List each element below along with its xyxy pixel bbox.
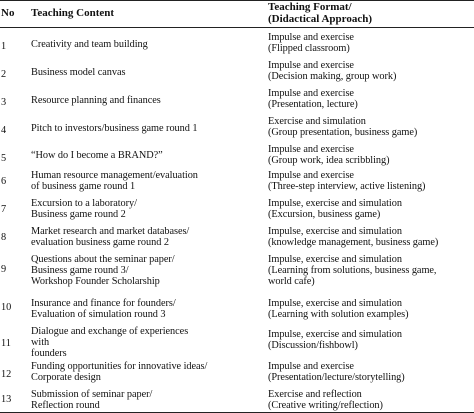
teaching-format-line: Impulse and exercise	[268, 88, 354, 99]
teaching-content-line: evaluation business game round 2	[31, 237, 169, 248]
teaching-content-line: Corporate design	[31, 372, 101, 383]
teaching-content-line: with	[31, 337, 50, 348]
teaching-format-line: world cafe)	[268, 276, 315, 287]
teaching-format-line: (Excursion, business game)	[268, 209, 381, 220]
teaching-format-line: Impulse, exercise and simulation	[268, 198, 402, 209]
teaching-content-line: Creativity and team building	[31, 39, 148, 50]
row-number: 11	[1, 338, 11, 349]
teaching-content-line: Reflection round	[31, 400, 100, 411]
header-teaching-format-line2: (Didactical Approach)	[268, 13, 372, 25]
header-teaching-content: Teaching Content	[31, 7, 115, 19]
teaching-content-line: Pitch to investors/business game round 1	[31, 123, 198, 134]
teaching-content-line: Market research and market databases/	[31, 226, 190, 237]
teaching-content-line: Funding opportunities for innovative ideas/	[31, 361, 208, 372]
row-number: 13	[1, 394, 12, 405]
teaching-content-line: Business model canvas	[31, 67, 126, 78]
teaching-format-line: (Presentation/lecture/storytelling)	[268, 372, 405, 383]
teaching-format-line: (Learning with solution examples)	[268, 309, 409, 320]
teaching-format-line: Exercise and reflection	[268, 389, 362, 400]
teaching-content-line: Submission of seminar paper/	[31, 389, 153, 400]
teaching-content-line: Resource planning and finances	[31, 95, 161, 106]
teaching-format-line: Impulse, exercise and simulation	[268, 329, 402, 340]
teaching-format-line: Impulse and exercise	[268, 60, 354, 71]
teaching-content-line: founders	[31, 348, 67, 359]
teaching-content-line: Workshop Founder Scholarship	[31, 276, 160, 287]
teaching-format-line: (knowledge management, business game)	[268, 237, 439, 248]
row-number: 1	[1, 41, 7, 52]
teaching-format-line: Impulse and exercise	[268, 361, 354, 372]
teaching-format-line: (Decision making, group work)	[268, 71, 397, 82]
teaching-content-line: Insurance and finance for founders/	[31, 298, 176, 309]
teaching-format-line: Impulse, exercise and simulation	[268, 254, 402, 265]
teaching-content-line: Human resource management/evaluation	[31, 170, 198, 181]
header-rule	[0, 27, 474, 28]
row-number: 10	[1, 302, 12, 313]
row-number: 6	[1, 176, 7, 187]
teaching-format-line: Impulse and exercise	[268, 170, 354, 181]
teaching-format-line: (Learning from solutions, business game,	[268, 265, 437, 276]
teaching-format-line: (Group presentation, business game)	[268, 127, 418, 138]
row-number: 7	[1, 204, 7, 215]
top-rule	[0, 0, 474, 1]
teaching-format-line: (Discussion/fishbowl)	[268, 340, 358, 351]
teaching-format-line: Exercise and simulation	[268, 116, 366, 127]
teaching-content-line: Business game round 3/	[31, 265, 129, 276]
row-number: 8	[1, 232, 7, 243]
teaching-content-line: Evaluation of simulation round 3	[31, 309, 166, 320]
teaching-format-line: Impulse and exercise	[268, 32, 354, 43]
teaching-content-line: “How do I become a BRAND?”	[31, 150, 163, 161]
row-number: 9	[1, 264, 7, 275]
teaching-format-line: Impulse and exercise	[268, 144, 354, 155]
row-number: 3	[1, 97, 7, 108]
teaching-format-line: Impulse, exercise and simulation	[268, 298, 402, 309]
teaching-format-line: (Group work, idea scribbling)	[268, 155, 390, 166]
header-no: No	[1, 7, 15, 19]
row-number: 5	[1, 153, 7, 164]
teaching-content-line: of business game round 1	[31, 181, 136, 192]
teaching-content-line: Excursion to a laboratory/	[31, 198, 137, 209]
teaching-format-line: (Presentation, lecture)	[268, 99, 358, 110]
teaching-content-line: Business game round 2	[31, 209, 126, 220]
teaching-format-line: (Three-step interview, active listening)	[268, 181, 426, 192]
teaching-format-line: (Creative writing/reflection)	[268, 400, 383, 411]
row-number: 12	[1, 369, 12, 380]
teaching-content-line: Questions about the seminar paper/	[31, 254, 175, 265]
header-teaching-format-line1: Teaching Format/	[268, 1, 352, 13]
teaching-format-line: Impulse, exercise and simulation	[268, 226, 402, 237]
teaching-format-line: (Flipped classroom)	[268, 43, 350, 54]
row-number: 2	[1, 69, 7, 80]
row-number: 4	[1, 125, 7, 136]
teaching-content-line: Dialogue and exchange of experiences	[31, 326, 189, 337]
